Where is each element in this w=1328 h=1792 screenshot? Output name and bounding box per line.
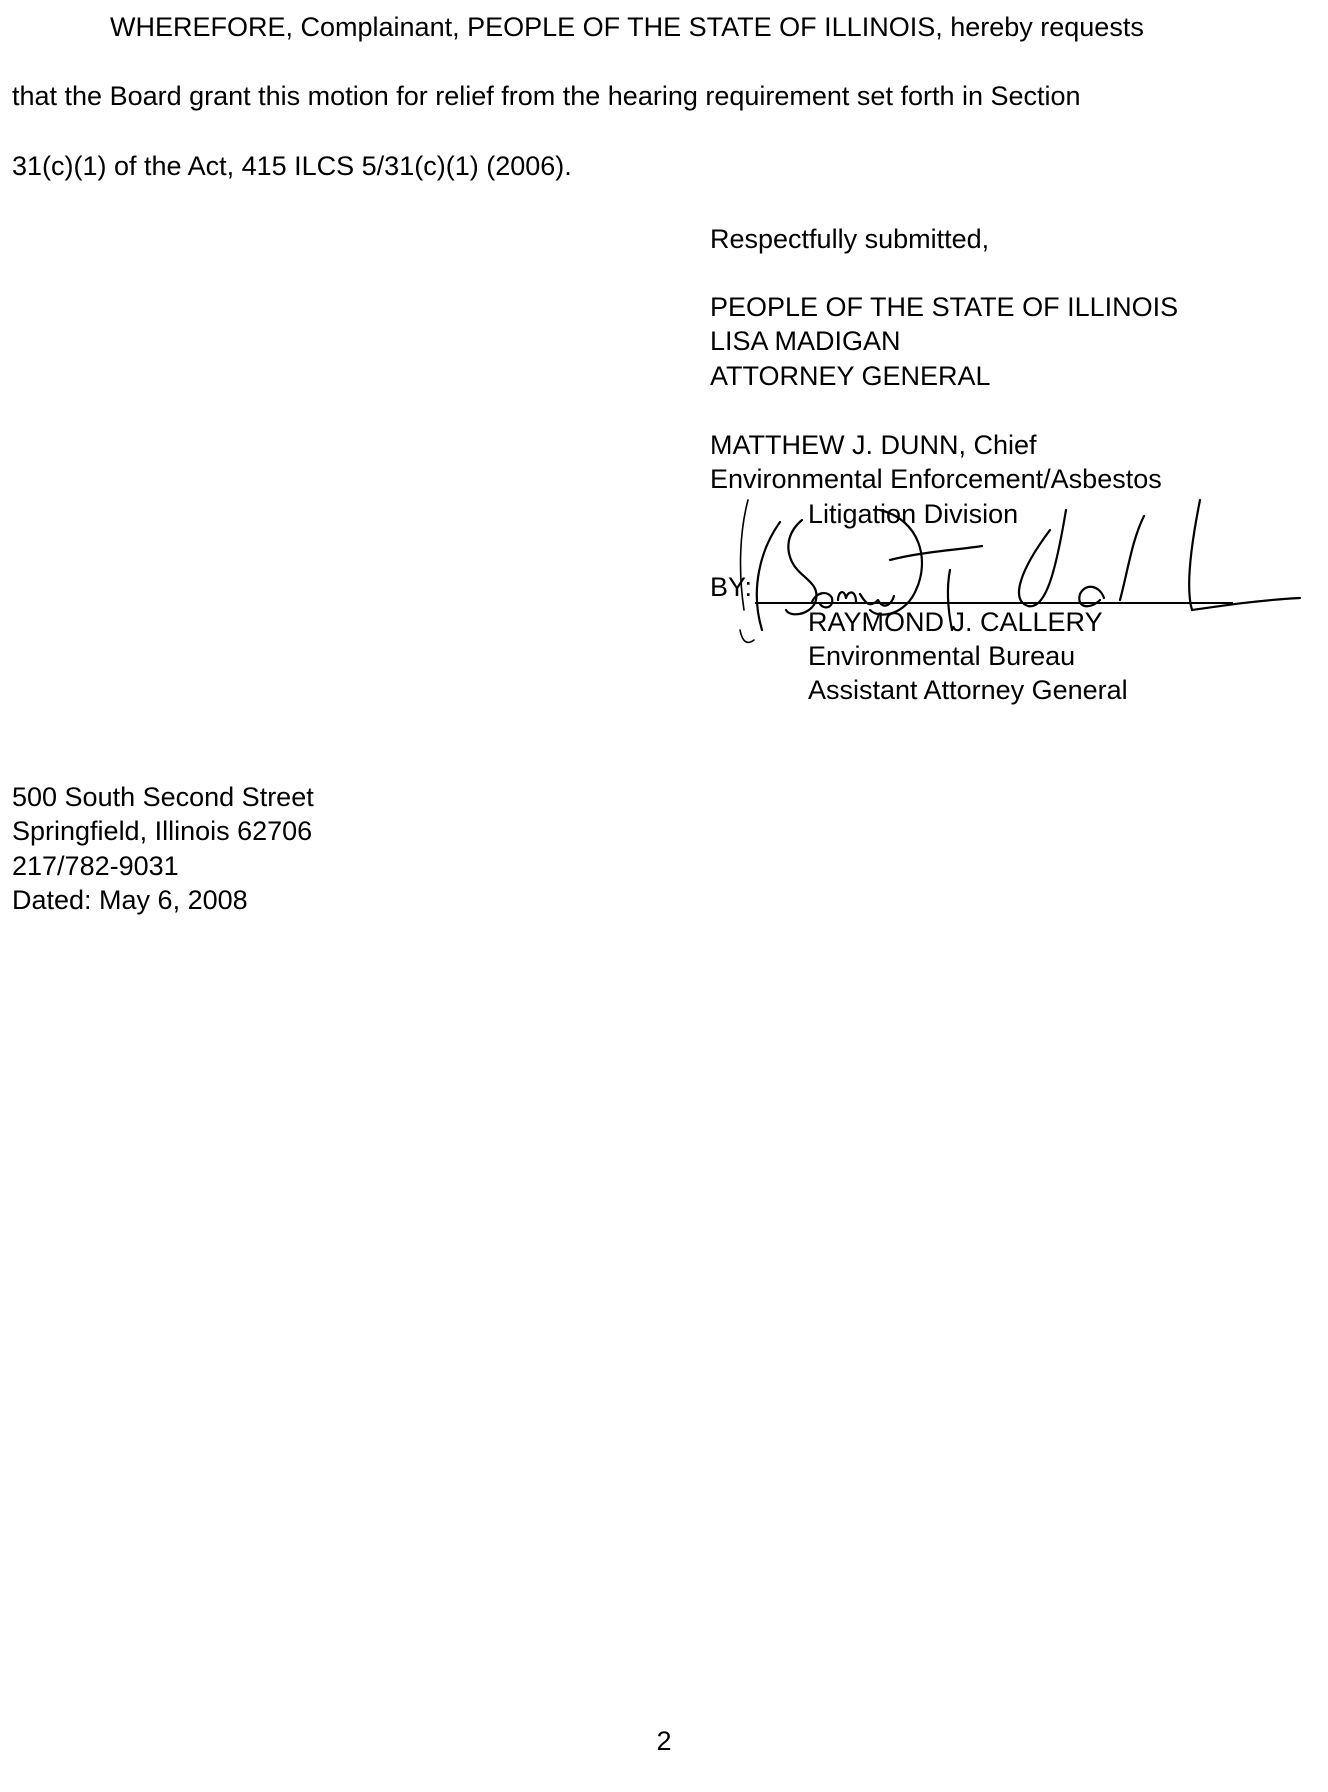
address-city: Springfield, Illinois 62706 [12, 816, 313, 846]
attorney-general-name: LISA MADIGAN [710, 326, 901, 356]
page-number: 2 [656, 1726, 672, 1756]
party-name: PEOPLE OF THE STATE OF ILLINOIS [710, 292, 1179, 322]
by-label: BY: [710, 572, 753, 602]
body-line-2: that the Board grant this motion for relief from the hearing requirement set forth in Section [12, 81, 1081, 111]
body-line-3: 31(c)(1) of the Act, 415 ILCS 5/31(c)(1) (2006). [12, 151, 572, 181]
signer-bureau: Environmental Bureau [808, 641, 1076, 671]
chief-name: MATTHEW J. DUNN, Chief [710, 430, 1037, 460]
attorney-general-title: ATTORNEY GENERAL [710, 361, 991, 391]
closing-text: Respectfully submitted, [710, 224, 990, 254]
dated-line: Dated: May 6, 2008 [12, 885, 248, 915]
signer-name: RAYMOND J. CALLERY [808, 607, 1103, 637]
division-line-2: Litigation Division [808, 499, 1019, 529]
body-line-1: WHEREFORE, Complainant, PEOPLE OF THE STATE OF ILLINOIS, hereby requests [110, 12, 1144, 42]
signer-title: Assistant Attorney General [808, 675, 1128, 705]
division-line-1: Environmental Enforcement/Asbestos [710, 464, 1162, 494]
address-street: 500 South Second Street [12, 782, 314, 812]
address-phone: 217/782-9031 [12, 851, 179, 881]
